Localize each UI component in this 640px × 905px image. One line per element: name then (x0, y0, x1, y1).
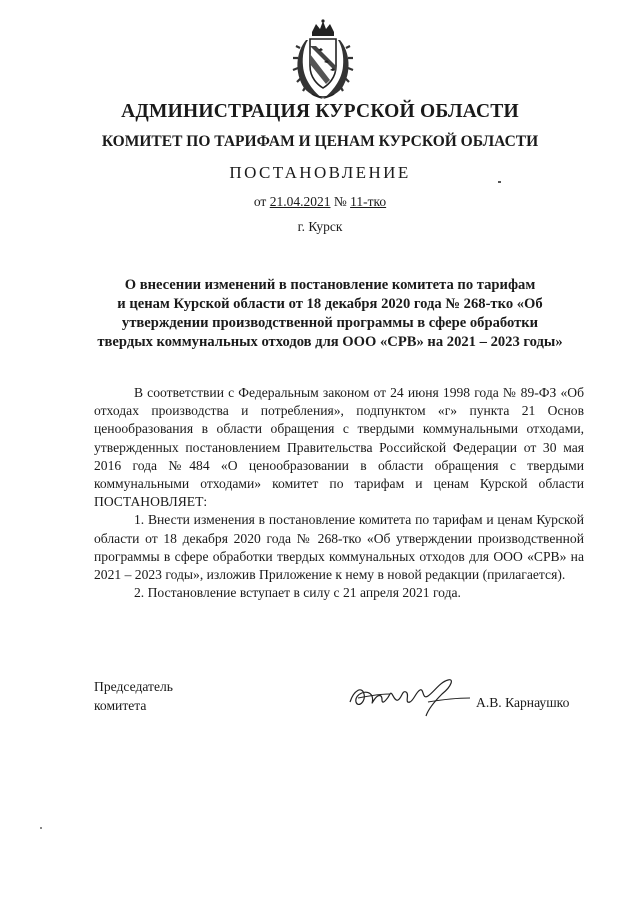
document-subject (60, 276, 600, 352)
body-paragraph: 2. Постановление вступает в силу с 21 апреля 2021 года. (134, 585, 461, 601)
signer-title-line: Председатель (94, 679, 173, 694)
number-prefix: № (330, 194, 351, 209)
scan-speck (498, 181, 501, 183)
document-date: 21.04.2021 (269, 194, 331, 209)
subject-line: О внесении изменений в постановление комитета по тарифам (124, 277, 536, 293)
document-type: ПОСТАНОВЛЕНИЕ (229, 163, 411, 182)
document-date-number (0, 194, 640, 210)
scan-speck (40, 827, 42, 829)
document-body (94, 384, 584, 602)
handwritten-signature-icon (344, 672, 474, 720)
document-city: г. Курск (297, 219, 343, 234)
signer-title-line: комитета (94, 697, 147, 713)
subject-line: утверждении производственной программы в сфере обработки (121, 315, 539, 331)
org-subtitle: КОМИТЕТ ПО ТАРИФАМ И ЦЕНАМ КУРСКОЙ ОБЛАСТИ (101, 133, 539, 150)
date-prefix: от (253, 194, 270, 209)
org-title: АДМИНИСТРАЦИЯ КУРСКОЙ ОБЛАСТИ (121, 101, 519, 122)
document-number: 11-тко (350, 194, 387, 209)
coat-of-arms-icon (290, 18, 356, 102)
subject-line: и ценам Курской области от 18 декабря 2020 года № 268-тко «Об (117, 296, 543, 312)
signer-name: А.В. Карнаушко (476, 695, 570, 710)
body-paragraph: В соответствии с Федеральным законом от 24 июня 1998 года № 89-ФЗ «Об отходах производства и потребления», подпунктом «г» пункта 21 Основ ценообразования в области обращения с твердыми коммунальными отходами, утвержденных постановлением Правительства Российской Федерации от 30 мая 2016 года №484 «О ценообразовании в области обращения с твердыми коммунальными отходами» комитет по тарифам и ценам Курской области ПОСТАНОВЛЯЕТ: (94, 385, 584, 510)
body-paragraph: 1. Внести изменения в постановление комитета по тарифам и ценам Курской области от 18 декабря 2020 года № 268-тко «Об утверждении производственной программы в сфере обработки твердых коммунальных отходов для ООО «СРВ» на 2021 – 2023 годы», изложив Приложение к нему в новой редакции (прилагается). (94, 512, 584, 583)
subject-line: твердых коммунальных отходов для ООО «СРВ» на 2021 – 2023 годы» (97, 334, 563, 350)
signer-title (94, 678, 173, 715)
